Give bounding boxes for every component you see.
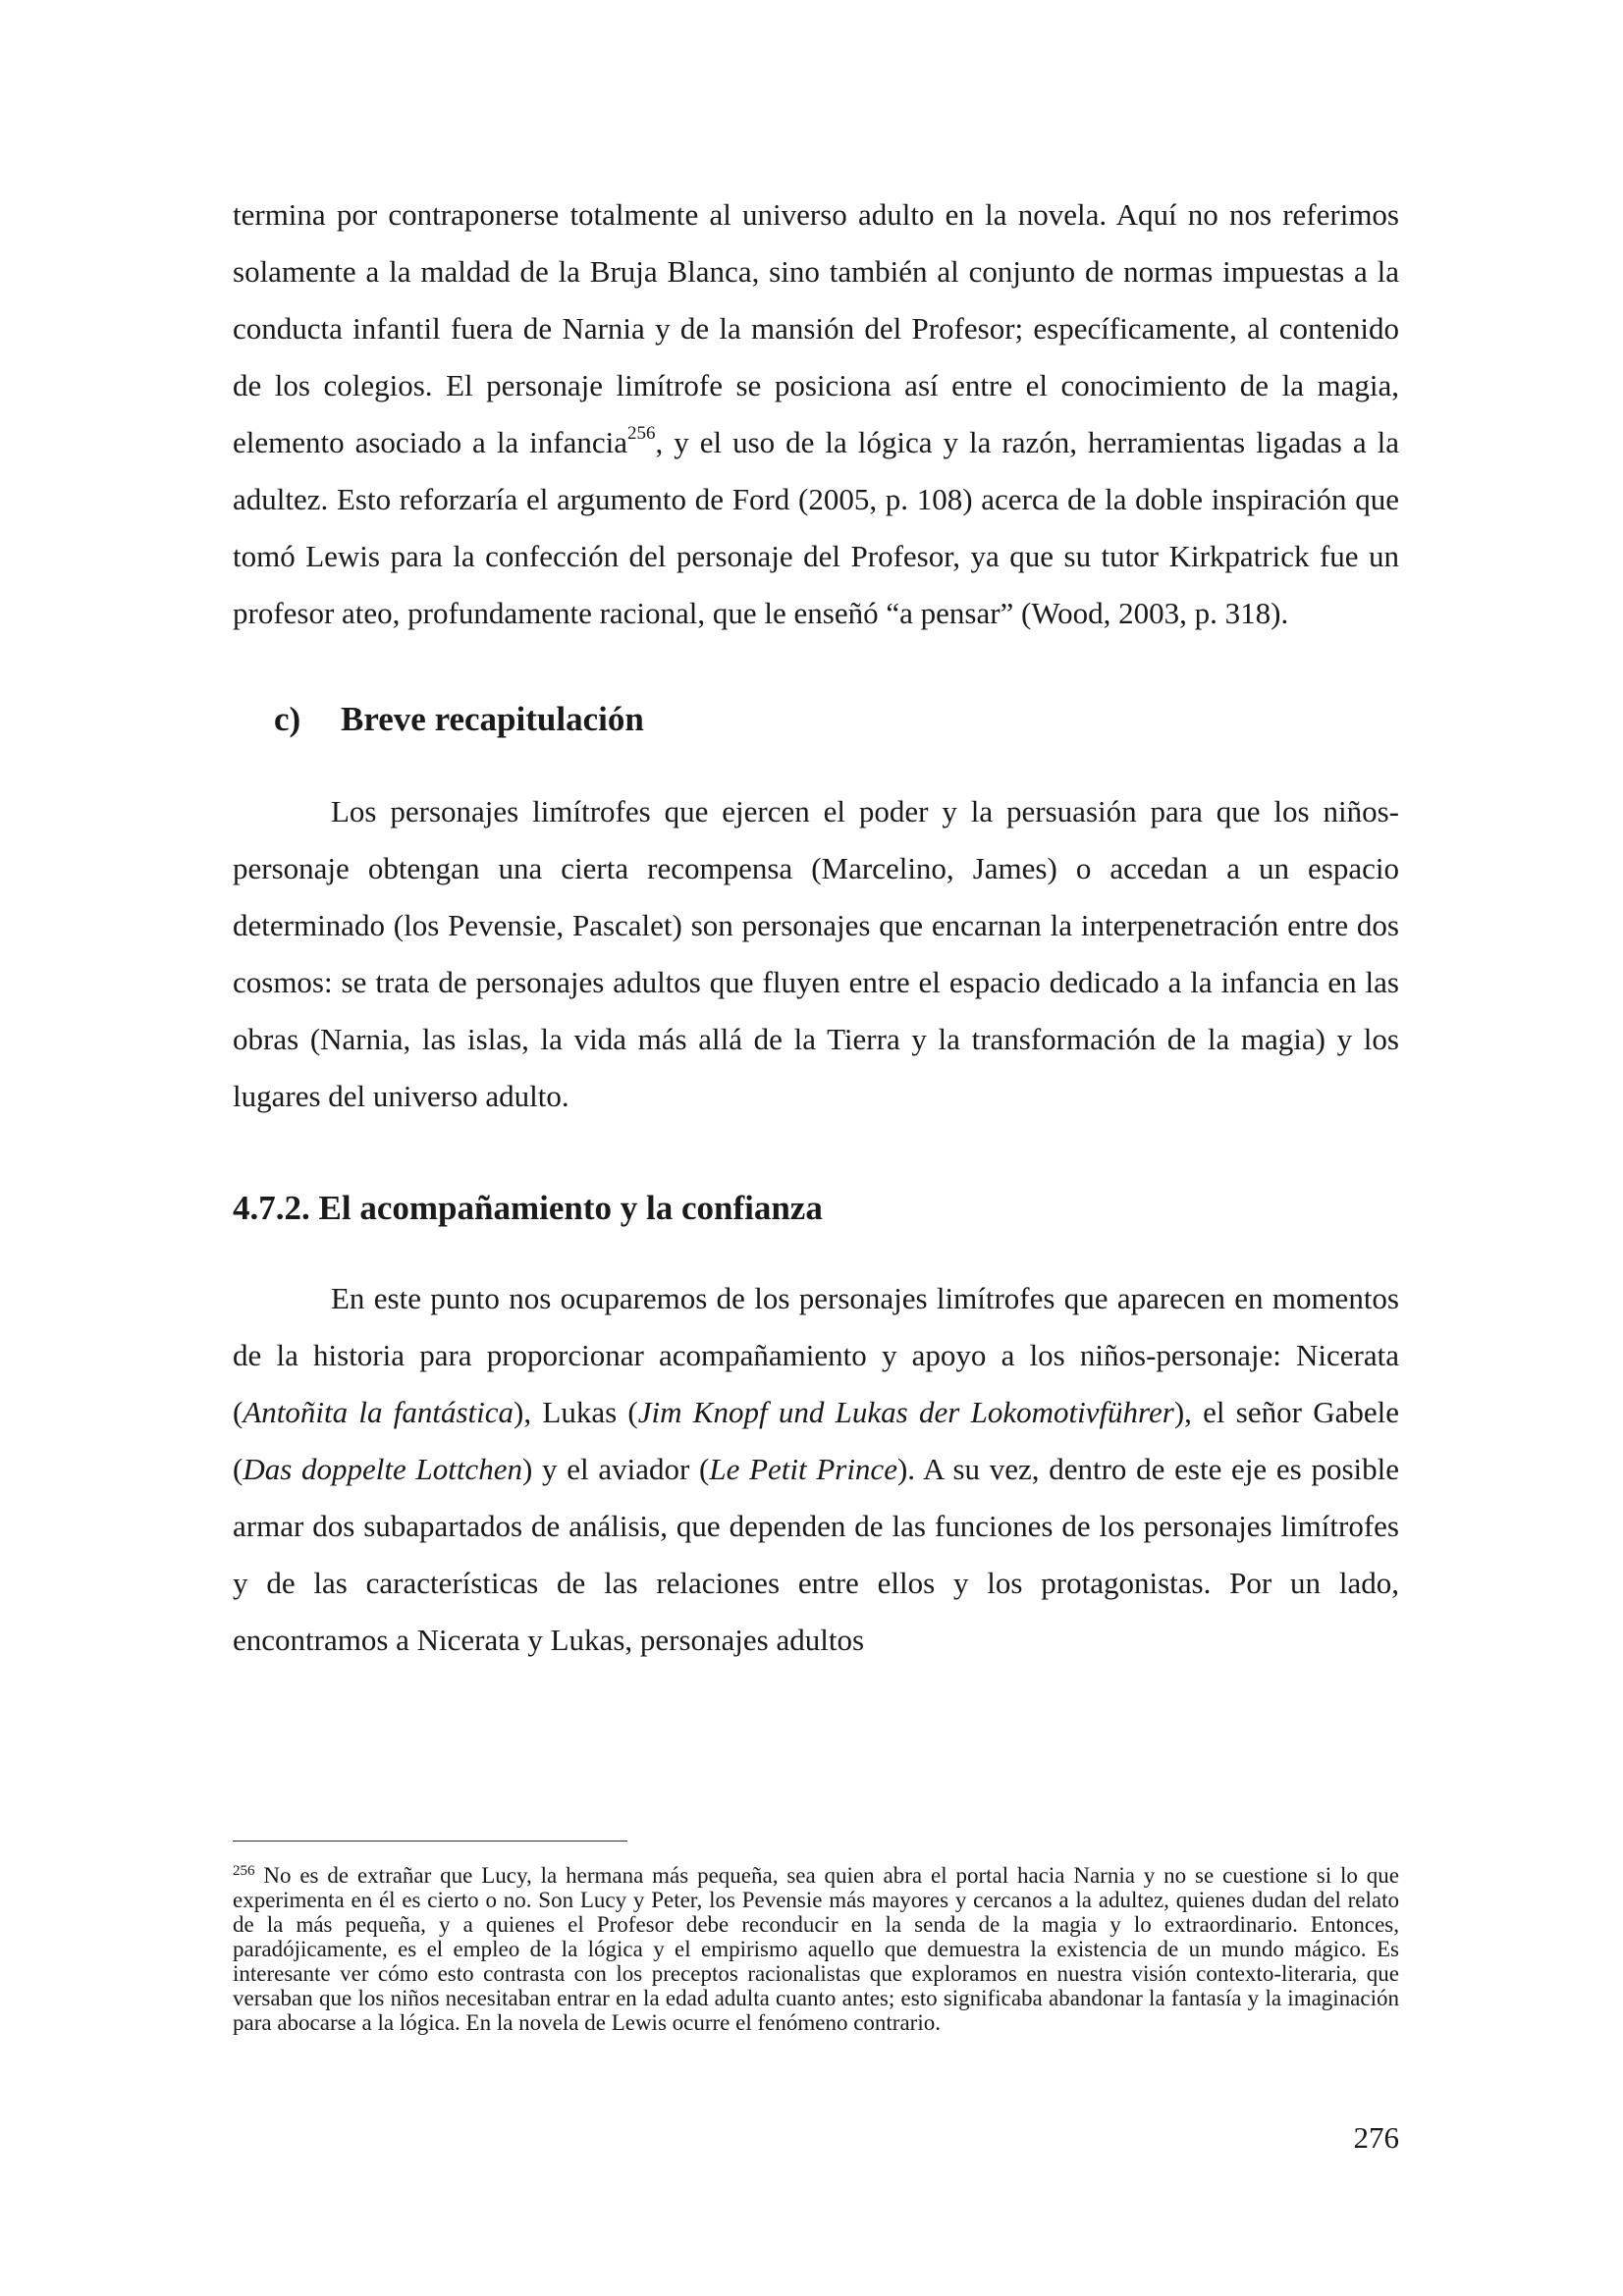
paragraph-recap: Los personajes limítrofes que ejercen el poder y la persuasión para que los niños-personaje obtengan una cierta recompensa (Marcelino, James) o accedan a un espacio determinado (los Pevensie, Pascalet) son personajes que encarnan la interpenetración entre dos cosmos: se trata de personajes adultos que fluyen entre el espacio dedicado a la infancia en las obras (Narnia, las islas, la vida más allá de la Tierra y la transformación de la magia) y los lugares del universo adulto. [233, 794, 1399, 1113]
footnote-text: No es de extrañar que Lucy, la hermana más pequeña, sea quien abra el portal hacia Narnia y no se cuestione si lo que experimenta en él es cierto o no. Son Lucy y Peter, los Pevensie más mayores y cercanos a la adultez, quienes dudan del relato de la más pequeña, y a quienes el Profesor debe reconducir en la senda de la magia y lo extraordinario. Entonces, paradójicamente, es el empleo de la lógica y el empirismo aquello que demuestra la existencia de un mundo mágico. Es interesante ver cómo esto contrasta con los preceptos racionalistas que exploramos en nuestra visión contexto-literaria, que versaban que los niños necesitaban entrar en la edad adulta cuanto antes; esto significaba abandonar la fantasía y la imaginación para abocarse a la lógica. En la novela de Lewis ocurre el fenómeno contrario. [233, 1863, 1399, 2035]
page-body [233, 187, 1399, 1669]
paragraph-continuation: termina por contraponerse totalmente al universo adulto en la novela. Aquí no nos referimos solamente a la maldad de la Bruja Blanca, sino también al conjunto de normas impuestas a la conducta infantil fuera de Narnia y de la mansión del Profesor; específicamente, al contenido de los colegios. El personaje limítrofe se posiciona así entre el conocimiento de la magia, elemento asociado a la infancia$^{256}$, y el uso de la lógica y la razón, herramientas ligadas a la adultez. Esto reforzaría el argumento de Ford (2005, p. 108) acerca de la doble inspiración que tomó Lewis para la confección del personaje del Profesor, ya que su tutor Kirkpatrick fue un profesor ateo, profundamente racional, que le enseñó “a pensar” (Wood, 2003, p. 318). [233, 197, 1399, 630]
section-heading: 4.7.2. El acompañamiento y la confianza [233, 1189, 823, 1227]
work-title: Le Petit Prince [709, 1452, 897, 1486]
page-number: 276 [1353, 2120, 1399, 2155]
subsection-heading [274, 700, 1399, 739]
footnote-separator [233, 1841, 627, 1842]
footnote-number: 256 [233, 1863, 255, 1879]
footnote-reference[interactable]: 256 [627, 423, 656, 444]
subsection-label: c) [274, 700, 301, 738]
subsection-title: Breve recapitulación [341, 700, 644, 738]
footnote [233, 1863, 1399, 2035]
paragraph-section-intro: En este punto nos ocuparemos de los personajes limítrofes que aparecen en momentos de la historia para proporcionar acompañamiento y apoyo a los niños-personaje: Nicerata (Antoñita la fantástica), Lukas (Jim Knopf und Lukas der Lokomotivführer), el señor Gabele (Das doppelte Lottchen) y el aviador (Le Petit Prince). A su vez, dentro de este eje es posible armar dos subapartados de análisis, que dependen de las funciones de los personajes limítrofes y de las características de las relaciones entre ellos y los protagonistas. Por un lado, encontramos a Nicerata y Lukas, personajes adultos [233, 1281, 1400, 1657]
work-title: Das doppelte Lottchen [243, 1452, 522, 1486]
work-title: Antoñita la fantástica [243, 1395, 514, 1429]
work-title: Jim Knopf und Lukas der Lokomotivführer [637, 1395, 1174, 1429]
